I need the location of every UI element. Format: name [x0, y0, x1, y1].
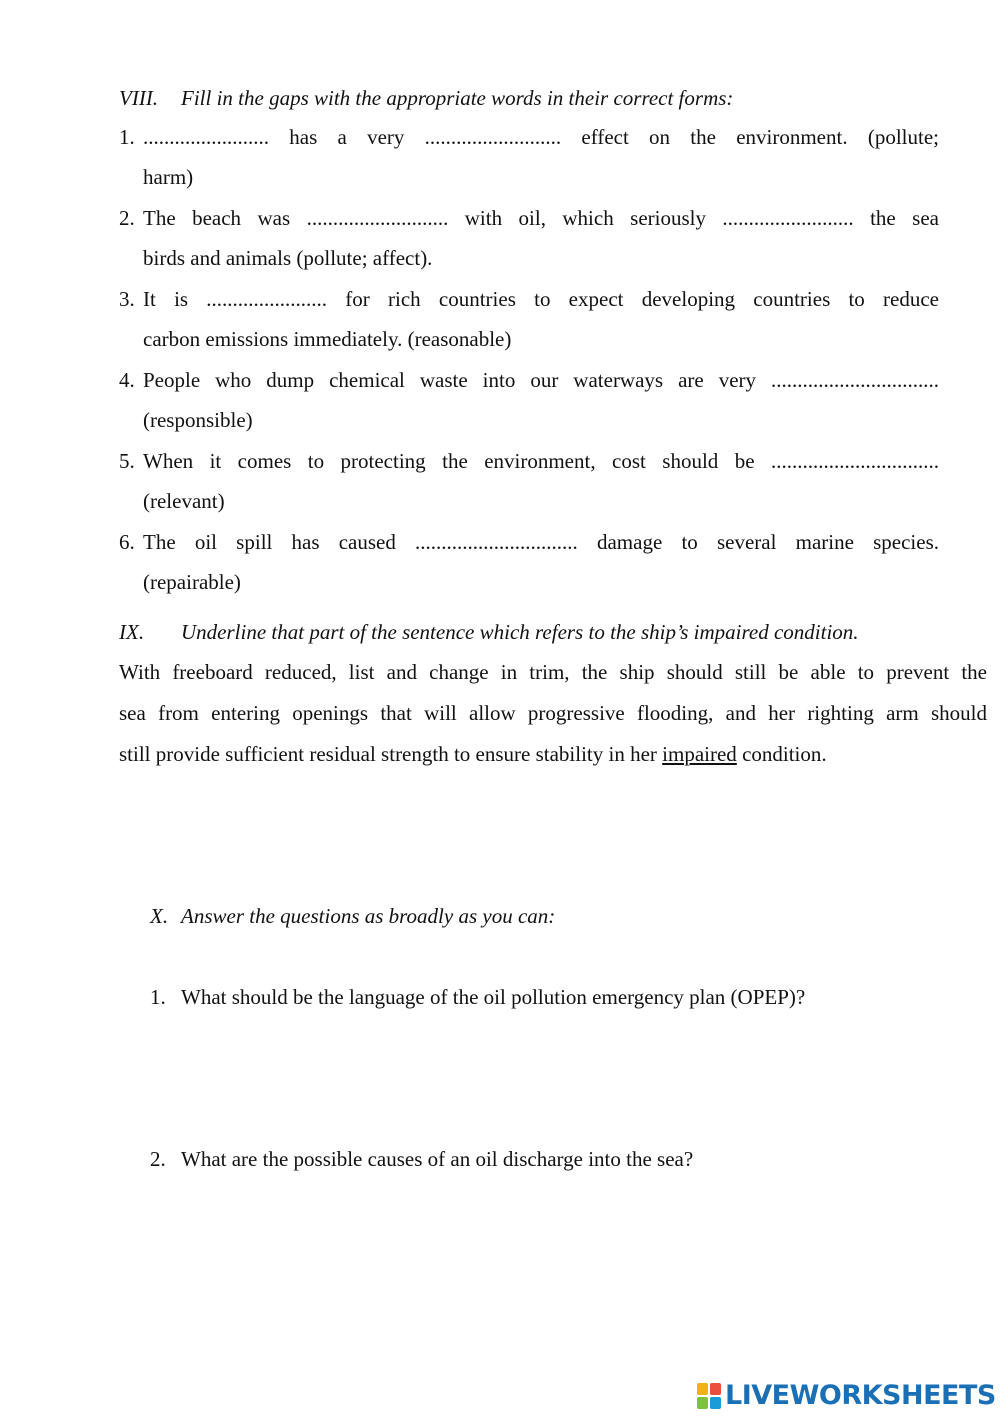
section-8-number: VIII. [119, 86, 159, 110]
item-text-continued: (responsible) [143, 408, 253, 432]
list-item [119, 360, 939, 440]
item-text: People who dump chemical waste into our waterways are very ................................ [143, 368, 939, 392]
section-8-title: Fill in the gaps with the appropriate words in their correct forms: [181, 86, 734, 110]
list-item [119, 198, 939, 278]
paragraph-line: With freeboard reduced, list and change in trim, the ship should still be able to prevent the [119, 660, 987, 684]
paragraph-text: still provide sufficient residual strength to ensure stability in her [119, 742, 657, 766]
item-text: The oil spill has caused ............................... damage to several marine species. [143, 530, 939, 554]
list-item [119, 522, 939, 602]
section-9-heading [119, 618, 859, 646]
underlined-word: impaired [662, 742, 737, 766]
item-text: The beach was ........................... with oil, which seriously ......................... the sea [143, 206, 939, 230]
section-8-heading [119, 84, 733, 112]
item-text-continued: birds and animals (pollute; affect). [143, 246, 433, 270]
item-number: 4. [119, 368, 135, 392]
item-text: When it comes to protecting the environment, cost should be ................................ [143, 449, 939, 473]
paragraph-line: sea from entering openings that will allow progressive flooding, and her righting arm should [119, 701, 987, 725]
section-9-title: Underline that part of the sentence which refers to the ship’s impaired condition. [181, 620, 859, 644]
list-item [119, 117, 939, 197]
item-number: 5. [119, 449, 135, 473]
liveworksheets-logo-icon [697, 1383, 721, 1409]
section-10-heading [150, 902, 555, 930]
item-text-continued: carbon emissions immediately. (reasonable) [143, 327, 512, 351]
item-text-continued: (repairable) [143, 570, 241, 594]
item-text-continued: harm) [143, 165, 194, 189]
item-text: ........................ has a very .......................... effect on the environment. (pollute; [143, 125, 939, 149]
logo-text: LIVEWORKSHEETS [725, 1380, 996, 1411]
list-item [119, 441, 939, 521]
question-2 [150, 1145, 693, 1173]
question-text: What are the possible causes of an oil discharge into the sea? [181, 1147, 694, 1171]
item-number: 1. [119, 125, 135, 149]
liveworksheets-logo [697, 1381, 996, 1411]
question-text: What should be the language of the oil pollution emergency plan (OPEP)? [181, 985, 806, 1009]
item-number: 2. [119, 206, 135, 230]
question-number: 2. [150, 1147, 166, 1171]
section-10-number: X. [150, 904, 169, 928]
question-1 [150, 983, 805, 1011]
item-number: 3. [119, 287, 135, 311]
section-9-number: IX. [119, 620, 145, 644]
section-9-paragraph [119, 652, 987, 775]
section-10-title: Answer the questions as broadly as you can: [181, 904, 556, 928]
question-number: 1. [150, 985, 166, 1009]
paragraph-line [119, 734, 987, 775]
item-text-continued: (relevant) [143, 489, 225, 513]
item-number: 6. [119, 530, 135, 554]
item-text: It is ....................... for rich countries to expect developing countries to reduce [143, 287, 939, 311]
paragraph-text: condition. [742, 742, 827, 766]
list-item [119, 279, 939, 359]
